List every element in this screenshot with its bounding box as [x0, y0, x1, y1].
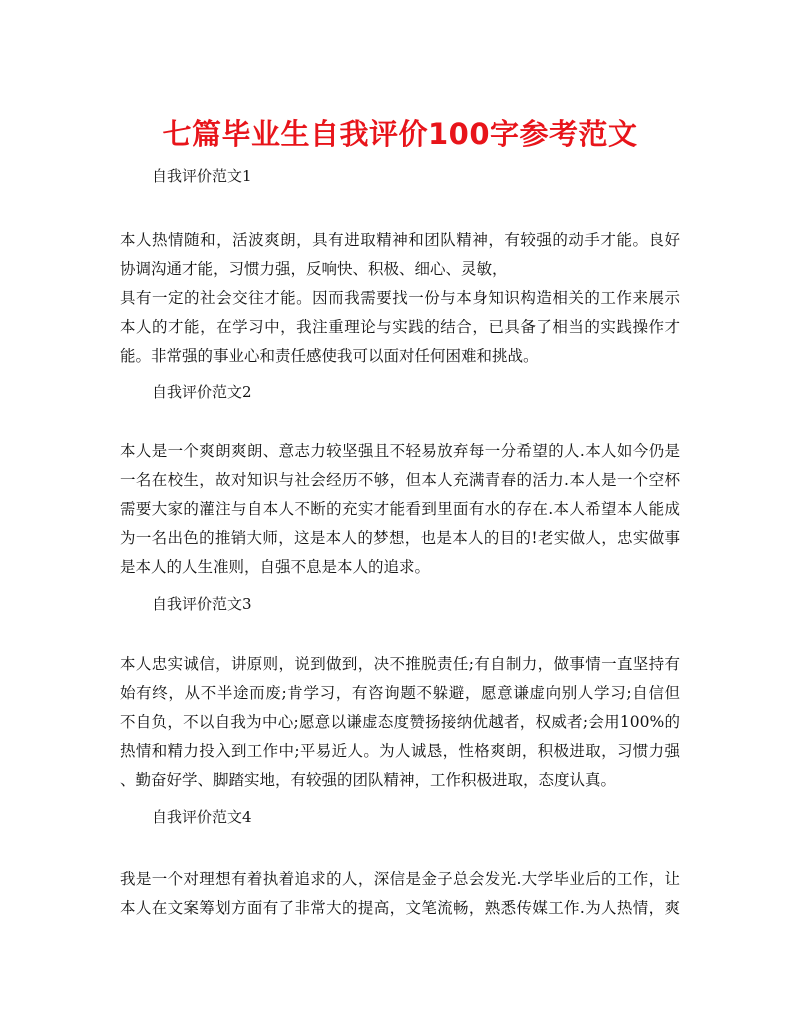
section-body — [120, 226, 680, 371]
text-line: 我是一个对理想有着执着追求的人，深信是金子总会发光.大学毕业后的工作，让 — [120, 870, 680, 888]
section-heading: 自我评价范文3 — [152, 595, 252, 613]
text-line: 具有一定的社会交往才能。因而我需要找一份与本身知识构造相关的工作来展示 — [120, 289, 680, 307]
text-line: 不自负，不以自我为中心;愿意以谦虚态度赞扬接纳优越者，权威者;会用100%的 — [120, 713, 680, 731]
text-line: 本人热情随和，活波爽朗，具有进取精神和团队精神，有较强的动手才能。良好 — [120, 231, 680, 249]
text-line: 能。非常强的事业心和责任感使我可以面对任何困难和挑战。 — [120, 347, 539, 365]
text-line: 、勤奋好学、脚踏实地，有较强的团队精神，工作积极进取，态度认真。 — [120, 771, 617, 789]
section-heading: 自我评价范文1 — [152, 167, 252, 185]
section-heading: 自我评价范文2 — [152, 383, 252, 401]
text-line: 本人在文案筹划方面有了非常大的提高，文笔流畅，熟悉传媒工作.为人热情，爽 — [120, 899, 680, 917]
text-line: 为一名出色的推销大师，这是本人的梦想，也是本人的目的!老实做人，忠实做事 — [120, 529, 680, 547]
section-body — [120, 437, 680, 582]
text-line: 本人的才能，在学习中，我注重理论与实践的结合，已具备了相当的实践操作才 — [120, 318, 680, 336]
text-line: 一名在校生，故对知识与社会经历不够，但本人充满青春的活力.本人是一个空杯 — [120, 471, 680, 489]
text-line: 始有终，从不半途而废;肯学习，有咨询题不躲避，愿意谦虚向别人学习;自信但 — [120, 684, 680, 702]
text-line: 协调沟通才能，习惯力强，反响快、积极、细心、灵敏， — [120, 260, 508, 278]
section-heading: 自我评价范文4 — [152, 808, 252, 826]
document-title: 七篇毕业生自我评价100字参考范文 — [162, 117, 638, 151]
section-body — [120, 865, 680, 923]
section-body — [120, 650, 680, 795]
text-line: 是本人的人生准则，自强不息是本人的追求。 — [120, 558, 431, 576]
text-line: 需要大家的灌注与自本人不断的充实才能看到里面有水的存在.本人希望本人能成 — [120, 500, 680, 518]
text-line: 热情和精力投入到工作中;平易近人。为人诚恳，性格爽朗，积极进取，习惯力强 — [120, 742, 680, 760]
text-line: 本人忠实诚信，讲原则，说到做到，决不推脱责任;有自制力，做事情一直坚持有 — [120, 655, 680, 673]
text-line: 本人是一个爽朗爽朗、意志力较坚强且不轻易放弃每一分希望的人.本人如今仍是 — [120, 442, 680, 460]
